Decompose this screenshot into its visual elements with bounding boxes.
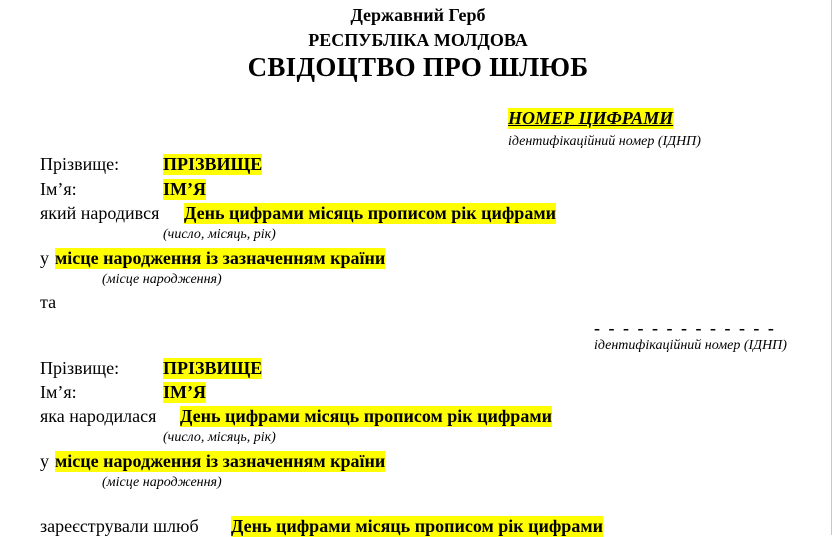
person2-id-caption: ідентифікаційний номер (ІДНП) (594, 338, 787, 353)
person1-name-label: Ім’я: (40, 179, 77, 199)
certificate-number: НОМЕР ЦИФРАМИ (508, 108, 674, 128)
registration-label: зареєстрували шлюб (40, 516, 199, 536)
person2-name-value: ІМ’Я (163, 382, 206, 402)
person1-surname-value: ПРІЗВИЩЕ (163, 154, 263, 174)
person1-name-value: ІМ’Я (163, 179, 206, 199)
person2-id-placeholder: - - - - - - - - - - - - - (594, 318, 776, 338)
person2-surname-value: ПРІЗВИЩЕ (163, 358, 263, 378)
person2-birthplace: місце народження із зазначенням країни (55, 451, 386, 471)
person2-born-date: День цифрами місяць прописом рік цифрами (180, 406, 552, 426)
person2-place-caption: (місце народження) (102, 475, 222, 490)
person1-born-date: День цифрами місяць прописом рік цифрами (184, 203, 556, 223)
person1-born-caption: (число, місяць, рік) (163, 227, 276, 242)
person1-born-label: який народився (40, 203, 160, 223)
person2-surname-label: Прізвище: (40, 358, 120, 378)
registration-date: День цифрами місяць прописом рік цифрами (231, 516, 603, 536)
person1-birthplace: місце народження із зазначенням країни (55, 248, 386, 268)
person1-place-prefix: у (40, 248, 49, 268)
person2-born-label: яка народилася (40, 406, 157, 426)
republic-label: РЕСПУБЛІКА МОЛДОВА (308, 30, 528, 50)
person2-name-label: Ім’я: (40, 382, 77, 402)
conjunction-label: та (40, 292, 57, 312)
person2-place-prefix: у (40, 451, 49, 471)
person1-place-caption: (місце народження) (102, 272, 222, 287)
certificate-number-caption: ідентифікаційний номер (ІДНП) (508, 134, 701, 149)
page-edge-divider (831, 0, 832, 535)
person1-surname-label: Прізвище: (40, 154, 120, 174)
document-title: СВІДОЦТВО ПРО ШЛЮБ (247, 52, 589, 82)
coat-of-arms-label: Державний Герб (350, 5, 486, 25)
person2-born-caption: (число, місяць, рік) (163, 430, 276, 445)
